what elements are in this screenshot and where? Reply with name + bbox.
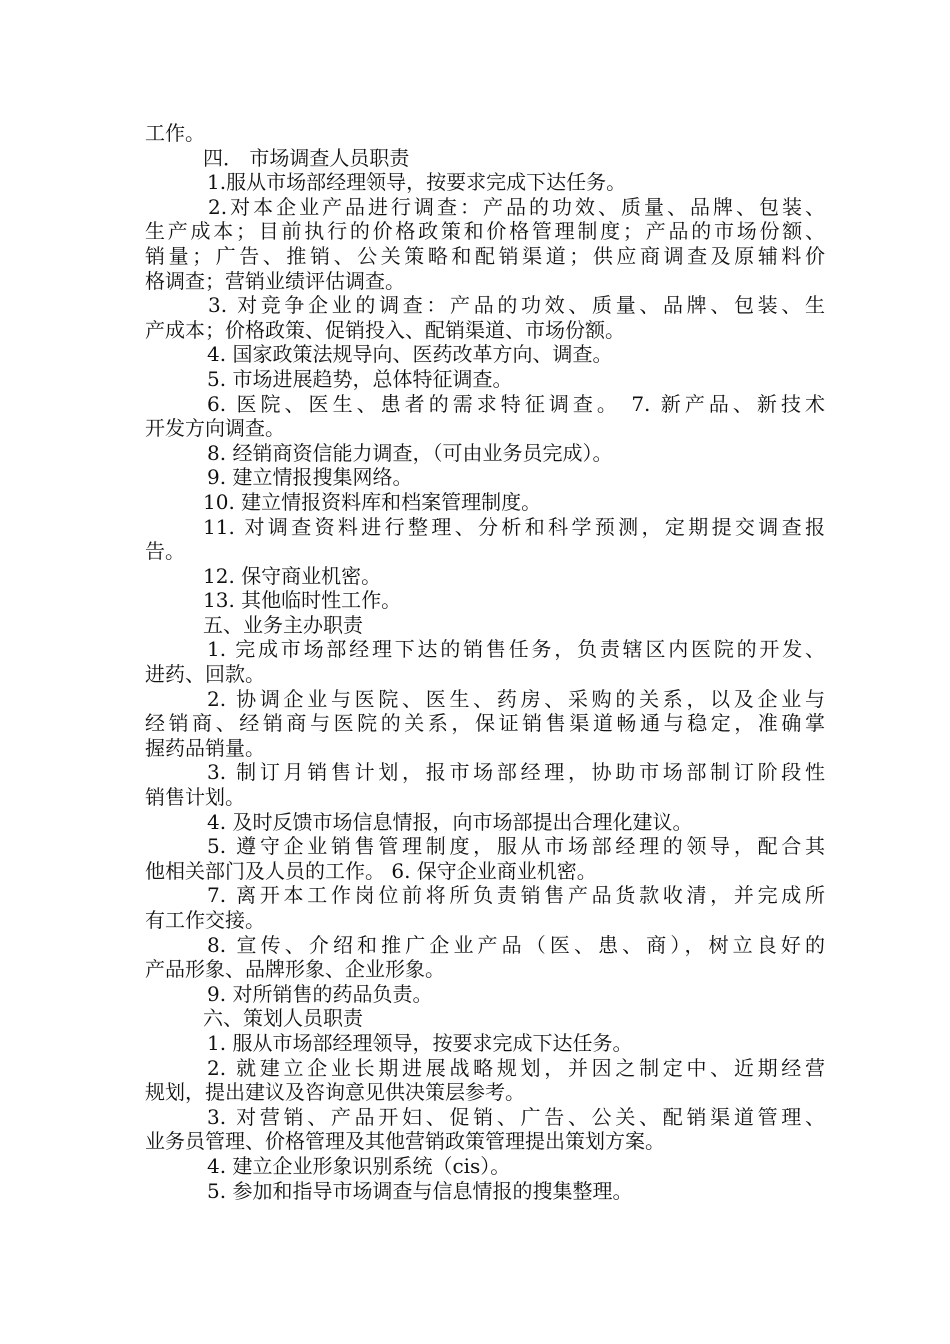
text-line: 握药品销量。 <box>145 735 265 760</box>
text-line: 格调查；营销业绩评估调查。 <box>145 268 405 293</box>
text-line: 经销商、经销商与医院的关系，保证销售渠道畅通与稳定，准确掌 <box>145 711 825 736</box>
text-line: 工作。 <box>145 121 205 145</box>
text-line: 10. 建立情报资料库和档案管理制度。 <box>203 489 542 514</box>
text-line: 2.对本企业产品进行调查：产品的功效、质量、品牌、包装、 <box>208 194 825 219</box>
text-line: 6. 医院、医生、患者的需求特征调查。 7. 新产品、新技术 <box>207 391 825 416</box>
text-line: 进药、回款。 <box>145 662 265 687</box>
text-line: 开发方向调查。 <box>145 416 285 441</box>
text-line: 产成本；价格政策、促销投入、配销渠道、市场份额。 <box>145 317 625 342</box>
text-line: 3. 对营销、产品开妇、促销、广告、公关、配销渠道管理、 <box>207 1104 825 1129</box>
text-line: 销量；广告、推销、公关策略和配销渠道；供应商调查及原辅料价 <box>145 243 825 268</box>
text-line: 业务员管理、价格管理及其他营销政策管理提出策划方案。 <box>145 1129 665 1154</box>
text-line: 3. 制订月销售计划，报市场部经理，协助市场部制订阶段性 <box>207 760 825 785</box>
text-line: 他相关部门及人员的工作。 6. 保守企业商业机密。 <box>145 858 597 883</box>
document-body <box>145 121 825 1203</box>
text-line: 1.服从市场部经理领导，按要求完成下达任务。 <box>207 170 627 195</box>
text-line: 规划，提出建议及咨询意见供决策层参考。 <box>145 1080 525 1105</box>
text-line: 销售计划。 <box>145 785 245 810</box>
text-line: 告。 <box>145 539 185 564</box>
text-line: 2. 就建立企业长期进展战略规划，并因之制定中、近期经营 <box>207 1055 825 1080</box>
text-line: 六、策划人员职责 <box>203 1006 363 1031</box>
text-line: 5. 遵守企业销售管理制度，服从市场部经理的领导，配合其 <box>207 834 825 859</box>
text-line: 1. 完成市场部经理下达的销售任务，负责辖区内医院的开发、 <box>207 637 825 662</box>
text-line: 1. 服从市场部经理领导，按要求完成下达任务。 <box>207 1030 633 1055</box>
text-line: 生产成本；目前执行的价格政策和价格管理制度；产品的市场份额、 <box>145 219 825 244</box>
text-line: 9. 对所销售的药品负责。 <box>207 981 433 1006</box>
text-line: 9. 建立情报搜集网络。 <box>207 465 413 490</box>
text-line: 产品形象、品牌形象、企业形象。 <box>145 957 445 982</box>
text-line: 4. 国家政策法规导向、医药改革方向、调查。 <box>207 342 613 367</box>
text-line: 11. 对调查资料进行整理、分析和科学预测，定期提交调查报 <box>203 514 825 539</box>
text-line: 4. 及时反馈市场信息情报，向市场部提出合理化建议。 <box>207 809 693 834</box>
text-line: 有工作交接。 <box>145 908 265 932</box>
text-line: 五、业务主办职责 <box>203 612 363 637</box>
text-line: 2. 协调企业与医院、医生、药房、采购的关系，以及企业与 <box>207 686 825 711</box>
text-line: 四． 市场调查人员职责 <box>203 145 410 170</box>
text-line: 4. 建立企业形象识别系统（cis）。 <box>207 1153 511 1178</box>
text-line: 8. 宣传、介绍和推广企业产品（医、患、商），树立良好的 <box>207 932 825 957</box>
text-line: 12. 保守商业机密。 <box>203 563 382 588</box>
text-line: 13. 其他临时性工作。 <box>203 588 402 613</box>
text-line: 5. 参加和指导市场调查与信息情报的搜集整理。 <box>207 1178 633 1203</box>
text-line: 8. 经销商资信能力调查，（可由业务员完成）。 <box>207 440 613 465</box>
text-line: 5. 市场进展趋势，总体特征调查。 <box>207 366 513 391</box>
text-line: 3. 对竞争企业的调查：产品的功效、质量、品牌、包装、生 <box>208 293 825 318</box>
text-line: 7. 离开本工作岗位前将所负责销售产品货款收清，并完成所 <box>207 883 825 908</box>
